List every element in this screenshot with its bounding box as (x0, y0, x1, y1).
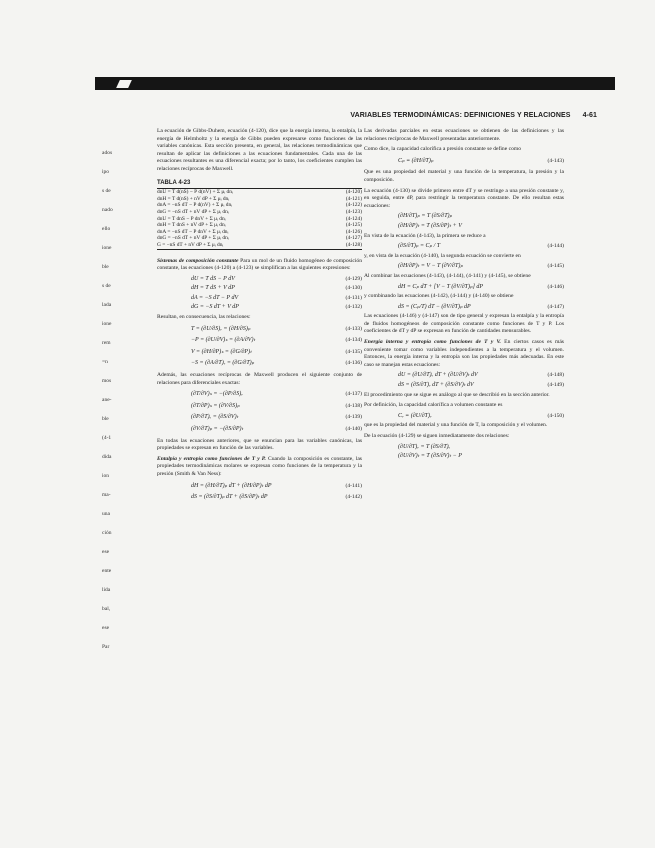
equation-number: (4-133) (345, 325, 362, 332)
margin-fragment: dida (102, 454, 112, 460)
equation-body: dS = (∂S/∂T)ᵥ dT + (∂S/∂V)ₜ dV (398, 382, 474, 389)
margin-fragment: ese (102, 549, 110, 555)
equation-number: (4-144) (547, 243, 564, 250)
paragraph: Como dice, la capacidad calorífica a presión constante se define como (364, 146, 522, 153)
margin-fragment: ente (102, 568, 112, 574)
equation-body: (∂P/∂T)ᵥ = (∂S/∂V)ₜ (191, 414, 239, 421)
table-equation: dnA = −nS dT − P d(nV) + Σ μᵢ dnᵢ (157, 202, 233, 209)
table-equation: dnG = −nS dT + nV dP + Σ μᵢ dnᵢ (157, 235, 229, 242)
table-equation-number: (4-125) (345, 222, 362, 229)
equation-group (364, 213, 564, 230)
margin-fragment: lida (102, 587, 111, 593)
equation (191, 403, 362, 411)
equation (398, 444, 564, 452)
equation-number: (4-135) (345, 348, 362, 355)
paragraph: En vista de la ecuación (4-143), la primera se reduce a (364, 232, 486, 239)
table-equation: G = −nS dT + nV dP + Σ μᵢ dnᵢ (157, 241, 224, 248)
table-row (157, 222, 362, 229)
table-equation-number: (4-120) (345, 189, 362, 196)
paragraph: La ecuación de Gibbs-Duhem, ecuación (4-120), dice que la energía interna, la entalpía, la energía de Helmholtz y la energía de Gibbs pueden expresarse como funciones de las variables canónicas. Esta sección presenta, en general, las relaciones termodinámicas que resultan de aplicar las definiciones a las ecuaciones fundamentales. Cada una de las ecuaciones resultantes es una diferencial exacta; por lo tanto, los coeficientes cumplen las relaciones recíprocas de Maxwell. (157, 128, 362, 172)
equation-number: (4-134) (345, 337, 362, 344)
equation (398, 382, 564, 390)
equation-group (364, 444, 564, 461)
equation-body: (∂H/∂P)ₜ = T (∂S/∂P)ₜ + V (398, 222, 462, 229)
table-equation-number: (4-127) (345, 235, 362, 242)
margin-fragment: ese (102, 625, 110, 631)
equation-number: (4-130) (345, 285, 362, 292)
inline-heading: Entalpía y entropía como funciones de T y P. (157, 455, 266, 462)
equation-body: dU = (∂U/∂T)ᵥ dT + (∂U/∂V)ₜ dV (398, 372, 478, 379)
equation (398, 243, 564, 251)
paragraph: De la ecuación (4-129) se siguen inmediatamente dos relaciones: (364, 433, 510, 439)
equation-number: (4-148) (547, 372, 564, 379)
equation-group (364, 263, 564, 271)
equation-number: (4-136) (345, 360, 362, 367)
paragraph (157, 258, 362, 273)
margin-fragment: ione (102, 245, 112, 251)
table-equation: dnA = −nS dT − P dnV + Σ μᵢ dnᵢ (157, 228, 229, 235)
equation-body: dU = T dS − P dV (191, 275, 235, 282)
equation-group (157, 483, 362, 502)
page-number: 4-61 (582, 112, 597, 119)
equation-number: (4-145) (547, 263, 564, 270)
equation-group (364, 413, 564, 421)
equation (191, 295, 362, 303)
equation (191, 494, 362, 502)
margin-fragment: ados (102, 150, 113, 156)
margin-fragment: ello (102, 226, 111, 232)
equation-group (364, 284, 564, 292)
equation-body: −S = (∂A/∂T)ᵥ = (∂G/∂T)ₚ (191, 360, 255, 367)
equation (191, 360, 362, 368)
equation-group (364, 304, 564, 312)
equation (191, 285, 362, 293)
margin-fragment: una (102, 511, 110, 517)
equation-group (157, 276, 362, 312)
paragraph: Además, las ecuaciones recíprocas de Maxwell producen el siguiente conjunto de relaciones para diferenciales exactas: (157, 372, 362, 386)
equation (398, 263, 564, 271)
margin-fragment: nado (102, 207, 113, 213)
equation-body: Cᵥ ≡ (∂U/∂T)ᵥ (398, 412, 432, 419)
margin-fragment: s de (102, 188, 111, 194)
margin-fragment: s de (102, 283, 111, 289)
margin-fragment: ble (102, 416, 109, 422)
table-equation-number: (4-121) (345, 195, 362, 202)
paragraph: Resultan, en consecuencia, las relaciones: (157, 314, 251, 321)
table-row (157, 235, 362, 242)
inline-heading: Sistemas de composición constante (157, 257, 239, 264)
equation-body: dH = (∂H/∂T)ₚ dT + (∂H/∂P)ₜ dP (191, 482, 272, 489)
table-equation: dnU = T d(nS) − P d(nV) + Σ μᵢ dnᵢ (157, 189, 233, 196)
equation-body: dA = −S dT − P dV (191, 294, 239, 301)
equation-body: dH = T dS + V dP (191, 285, 235, 292)
header-rule-bar (95, 77, 615, 90)
relations-table (157, 189, 362, 249)
paragraph: y, en vista de la ecuación (4-140), la segunda ecuación se convierte en (364, 252, 521, 259)
margin-fragment: mos (102, 378, 112, 384)
equation-body: (∂V/∂T)ₚ = −(∂S/∂P)ₜ (191, 426, 244, 432)
table-equation: dnH = T d(nS) + nV dP + Σ μᵢ dnᵢ (157, 195, 230, 202)
equation-body: (∂U/∂T)ᵥ = T (∂S/∂T)ᵥ (398, 443, 451, 450)
equation-number: (4-150) (547, 412, 564, 419)
equation-number: (4-140) (345, 426, 362, 432)
table-row (157, 209, 362, 216)
margin-fragment: lada (102, 302, 112, 308)
equation-body: dS = (Cₚ/T) dT − (∂V/∂T)ₚ dP (398, 303, 471, 310)
paragraph: Las derivadas parciales en estas ecuaciones se obtienen de las definiciones y las relaciones recíprocas de Maxwell presentadas anteriormente. (364, 128, 564, 142)
margin-fragment: ción (102, 530, 112, 536)
margin-fragment: ipo (102, 169, 110, 175)
equation-body: −P = (∂U/∂V)ₛ = (∂A/∂V)ₜ (191, 337, 256, 344)
margin-fragment: ione (102, 321, 112, 327)
table-equation-number: (4-123) (345, 208, 362, 215)
equation-group (157, 391, 362, 433)
paragraph: Que es una propiedad del material y una función de la temperatura, la presión y la composición. (364, 169, 564, 183)
equation-body: dH = Cₚ dT + [V − T (∂V/∂T)ₚ] dP (398, 283, 484, 290)
inline-heading: Energía interna y entropía como funciones de T y V. (364, 339, 501, 346)
equation-body: V = (∂H/∂P)ₛ = (∂G/∂P)ₜ (191, 348, 252, 355)
margin-fragment: (4-1 (102, 435, 112, 441)
equation-body: dG = −S dT + V dP (191, 304, 239, 311)
margin-fragment: ion (102, 473, 110, 479)
equation (398, 223, 564, 231)
margin-fragment: ble (102, 264, 109, 270)
paragraph: y combinando las ecuaciones (4-142), (4-144) y (4-140) se obtiene (364, 293, 514, 300)
equation (191, 391, 362, 399)
table-row (157, 216, 362, 223)
equation-number: (4-132) (345, 304, 362, 311)
equation-group (364, 372, 564, 389)
table-row (157, 202, 362, 209)
equation (191, 349, 362, 357)
equation (191, 326, 362, 334)
equation (398, 304, 564, 312)
equation-number: (4-141) (345, 482, 362, 489)
table-equation-number: (4-122) (345, 202, 362, 209)
equation-group (364, 243, 564, 251)
equation-number: (4-131) (345, 294, 362, 301)
left-column (157, 128, 362, 506)
table-equation: dnG = −nS dT + nV dP + Σ μᵢ dnᵢ (157, 208, 229, 215)
table-row (157, 242, 362, 249)
margin-fragment: ane- (102, 397, 112, 403)
margin-fragment: Par (102, 644, 110, 650)
equation-body: Cₚ ≡ (∂H/∂T)ₚ (398, 157, 434, 164)
equation-body: (∂T/∂V)ₛ = −(∂P/∂S)ᵥ (191, 391, 243, 398)
equation-body: (∂U/∂V)ₜ = T (∂S/∂V)ₜ − P (398, 453, 462, 460)
equation (398, 284, 564, 292)
paragraph: Las ecuaciones (4-146) y (4-147) son de tipo general y expresan la entalpía y la entropía de fluidos homogéneos de composición constante como funciones de T y P. Los coeficientes de dT y dP se expresan en función de cantidades mensurables. (364, 313, 564, 335)
equation-number: (4-149) (547, 382, 564, 389)
paragraph: La ecuación (4-130) se divide primero entre dT y se restringe a una presión constante y, en seguida, entre dP, para restringir la temperatura constante. De ello resultan estas ecuaciones: (364, 187, 564, 209)
paragraph: Por definición, la capacidad calorífica a volumen constante es (364, 402, 503, 409)
equation-number: (4-147) (547, 303, 564, 310)
equation-number: (4-137) (345, 391, 362, 398)
equation (191, 426, 362, 434)
equation (398, 413, 564, 421)
equation (191, 414, 362, 422)
margin-fragment: rem (102, 340, 111, 346)
table-equation-number: (4-126) (345, 228, 362, 235)
right-column (364, 128, 564, 463)
equation-number: (4-138) (345, 402, 362, 409)
table-title: TABLA 4-23 (157, 180, 362, 190)
equation (398, 213, 564, 221)
equation-body: dS = (∂S/∂T)ₚ dT + (∂S/∂P)ₜ dP (191, 494, 268, 501)
paragraph-text: Cuando la composición es constante, las propiedades termodinámicas molares se expresan como funciones de la temperatura y la presión (Smith & Van Ness): (157, 455, 362, 477)
equation-body: (∂H/∂T)ₚ = T (∂S/∂T)ₚ (398, 213, 453, 220)
equation (398, 453, 564, 461)
paragraph (364, 339, 564, 369)
table-row (157, 229, 362, 236)
margin-fragment: bal, (102, 606, 111, 612)
equation-number: (4-146) (547, 283, 564, 290)
paragraph: El procedimiento que se sigue es análogo al que se describió en la sección anterior. (364, 391, 550, 398)
equation (191, 304, 362, 312)
equation (191, 483, 362, 491)
equation-body: (∂H/∂P)ₜ = V − T (∂V/∂T)ₚ (398, 263, 463, 270)
paragraph (157, 456, 362, 479)
equation-number: (4-129) (345, 275, 362, 282)
table-row (157, 189, 362, 196)
equation-number: (4-139) (345, 414, 362, 421)
equation-group (157, 326, 362, 368)
paragraph-text: Para un mol de un fluido homogéneo de composición constante, las ecuaciones (4-120) a (4-123) se simplifican a las siguientes expresiones: (157, 257, 363, 272)
table-equation: dnU = T dnS − P dnV + Σ μᵢ dnᵢ (157, 215, 226, 222)
equation (191, 337, 362, 345)
paragraph-text: En ciertos casos es más conveniente tomar como variables independientes a la temperatura y el volumen. Entonces, la energía interna y la entropía son las propiedades más adecuadas. En este caso se manejan estas ecuaciones: (364, 339, 564, 368)
margin-fragment: =n (102, 359, 108, 365)
equation-group (364, 158, 564, 166)
equation-number: (4-142) (345, 494, 362, 501)
running-header (350, 112, 597, 119)
paragraph: que es la propiedad del material y una función de T, la composición y el volumen. (364, 422, 548, 429)
equation-number: (4-143) (547, 157, 564, 164)
paragraph: Al combinar las ecuaciones (4-143), (4-144), (4-141) y (4-145), se obtiene (364, 272, 531, 279)
equation-body: (∂T/∂P)ₛ = (∂V/∂S)ₚ (191, 402, 240, 409)
running-head-title: VARIABLES TERMODINÁMICAS: DEFINICIONES Y RELACIONES (350, 112, 571, 119)
equation (191, 276, 362, 284)
table-equation-number: (4-128) (345, 241, 362, 248)
margin-fragment: ma- (102, 492, 111, 498)
equation-body: T = (∂U/∂S)ᵥ = (∂H/∂S)ₚ (191, 325, 251, 332)
equation (398, 372, 564, 380)
table-equation-number: (4-124) (345, 215, 362, 222)
equation-body: (∂S/∂T)ₚ = Cₚ / T (398, 243, 441, 250)
equation (398, 158, 564, 166)
table-equation: dnH = T dnS + nV dP + Σ μᵢ dnᵢ (157, 222, 226, 229)
paragraph: En todas las ecuaciones anteriores, que se enuncian para las variables canónicas, las propiedades se expresan en función de las variables. (157, 437, 362, 452)
